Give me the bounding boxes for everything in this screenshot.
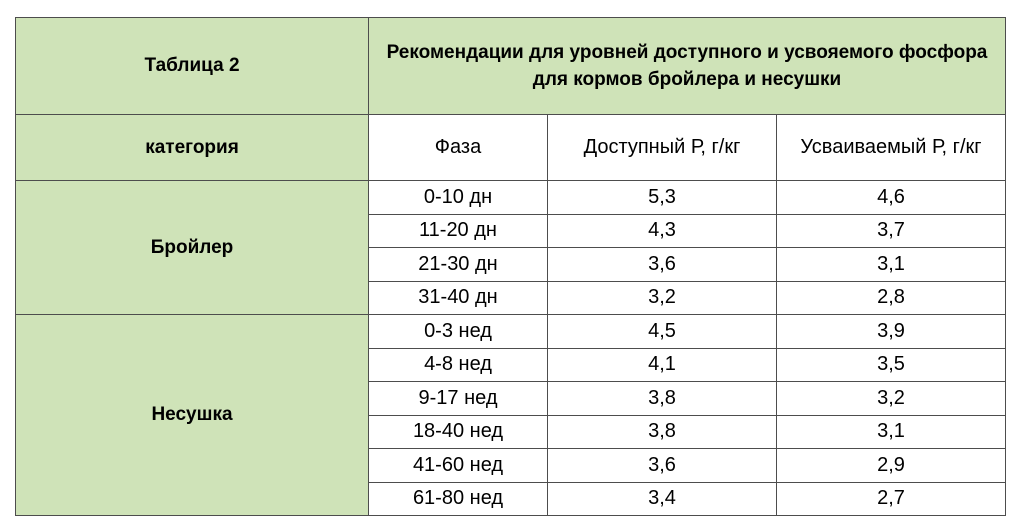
phase-cell: 18-40 нед — [369, 415, 548, 449]
available-cell: 3,6 — [548, 248, 777, 282]
phase-cell: 21-30 дн — [369, 248, 548, 282]
digestible-cell: 3,7 — [777, 214, 1006, 248]
column-header-category: категория — [16, 115, 369, 181]
column-header-digestible: Усваиваемый Р, г/кг — [777, 115, 1006, 181]
available-cell: 4,5 — [548, 315, 777, 349]
phase-cell: 0-3 нед — [369, 315, 548, 349]
table-heading: Рекомендации для уровней доступного и усвояемого фосфора для кормов бройлера и несушки — [369, 18, 1006, 115]
available-cell: 3,4 — [548, 482, 777, 516]
digestible-cell: 2,8 — [777, 281, 1006, 315]
available-cell: 3,8 — [548, 415, 777, 449]
table-row — [16, 181, 1006, 215]
category-layer: Несушка — [16, 315, 369, 516]
digestible-cell: 3,1 — [777, 415, 1006, 449]
digestible-cell: 3,2 — [777, 382, 1006, 416]
phosphorus-table — [15, 17, 1006, 516]
available-cell: 4,3 — [548, 214, 777, 248]
digestible-cell: 3,5 — [777, 348, 1006, 382]
digestible-cell: 4,6 — [777, 181, 1006, 215]
digestible-cell: 3,9 — [777, 315, 1006, 349]
phase-cell: 4-8 нед — [369, 348, 548, 382]
phase-cell: 61-80 нед — [369, 482, 548, 516]
digestible-cell: 3,1 — [777, 248, 1006, 282]
phase-cell: 11-20 дн — [369, 214, 548, 248]
column-header-phase: Фаза — [369, 115, 548, 181]
phase-cell: 31-40 дн — [369, 281, 548, 315]
digestible-cell: 2,9 — [777, 449, 1006, 483]
phase-cell: 0-10 дн — [369, 181, 548, 215]
digestible-cell: 2,7 — [777, 482, 1006, 516]
phase-cell: 9-17 нед — [369, 382, 548, 416]
table-row — [16, 315, 1006, 349]
available-cell: 3,6 — [548, 449, 777, 483]
available-cell: 3,8 — [548, 382, 777, 416]
table-title: Таблица 2 — [16, 18, 369, 115]
column-header-available: Доступный Р, г/кг — [548, 115, 777, 181]
category-broiler: Бройлер — [16, 181, 369, 315]
available-cell: 5,3 — [548, 181, 777, 215]
available-cell: 4,1 — [548, 348, 777, 382]
phase-cell: 41-60 нед — [369, 449, 548, 483]
available-cell: 3,2 — [548, 281, 777, 315]
